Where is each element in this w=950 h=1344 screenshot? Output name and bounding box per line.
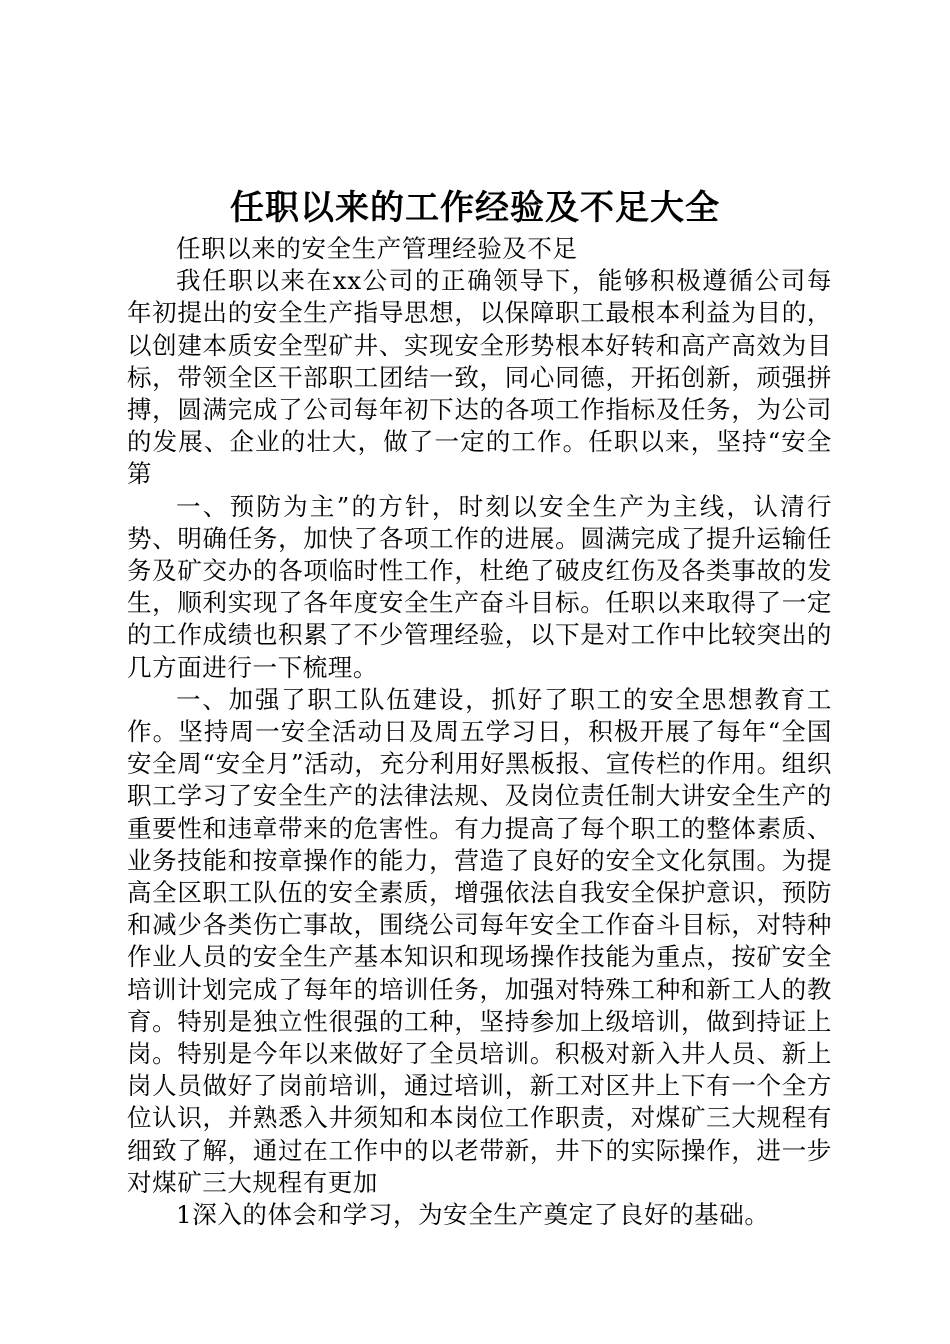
- document-title: 任职以来的工作经验及不足大全: [230, 188, 720, 228]
- body-paragraph: 一、加强了职工队伍建设，抓好了职工的安全思想教育工作。坚持周一安全活动日及周五学习日，积极开展了每年“全国安全周“安全月”活动，充分利用好黑板报、宣传栏的作用。组织职工学习了安全生产的法律法规、及岗位责任制大讲安全生产的重要性和违章带来的危害性。有力提高了每个职工的整体素质、业务技能和按章操作的能力，营造了良好的安全文化氛围。为提高全区职工队伍的安全素质，增强依法自我安全保护意识，预防和减少各类伤亡事故，围绕公司每年安全工作奋斗目标，对特种作业人员的安全生产基本知识和现场操作技能为重点，按矿安全培训计划完成了每年的培训任务，加强对特殊工种和新工人的教育。特别是独立性很强的工种，坚持参加上级培训，做到持证上岗。特别是今年以来做好了全员培训。积极对新入井人员、新上岗人员做好了岗前培训，通过培训，新工对区井上下有一个全方位认识，并熟悉入井须知和本岗位工作职责，对煤矿三大规程有细致了解，通过在工作中的以老带新，井下的实际操作，进一步对煤矿三大规程有更加: [127, 684, 832, 1197]
- body-paragraph: 一、预防为主”的方针，时刻以安全生产为主线，认清行势、明确任务，加快了各项工作的进展。圆满完成了提升运输任务及矿交办的各项临时性工作，杜绝了破皮红伤及各类事故的发生，顺利实现了各年度安全生产奋斗目标。任职以来取得了一定的工作成绩也积累了不少管理经验，以下是对工作中比较突出的几方面进行一下梳理。: [127, 491, 832, 682]
- body-paragraph-subtitle: 任职以来的安全生产管理经验及不足: [176, 234, 578, 263]
- body-paragraph: 我任职以来在xx公司的正确领导下，能够积极遵循公司每年初提出的安全生产指导思想，以保障职工最根本利益为目的，以创建本质安全型矿井、实现安全形势根本好转和高产高效为目标，带领全区干部职工团结一致，同心同德，开拓创新，顽强拼搏，圆满完成了公司每年初下达的各项工作指标及任务，为公司的发展、企业的壮大，做了一定的工作。任职以来，坚持“安全第: [127, 266, 832, 489]
- document-body: [127, 233, 832, 1231]
- body-paragraph: 1深入的体会和学习，为安全生产奠定了良好的基础。: [176, 1200, 770, 1230]
